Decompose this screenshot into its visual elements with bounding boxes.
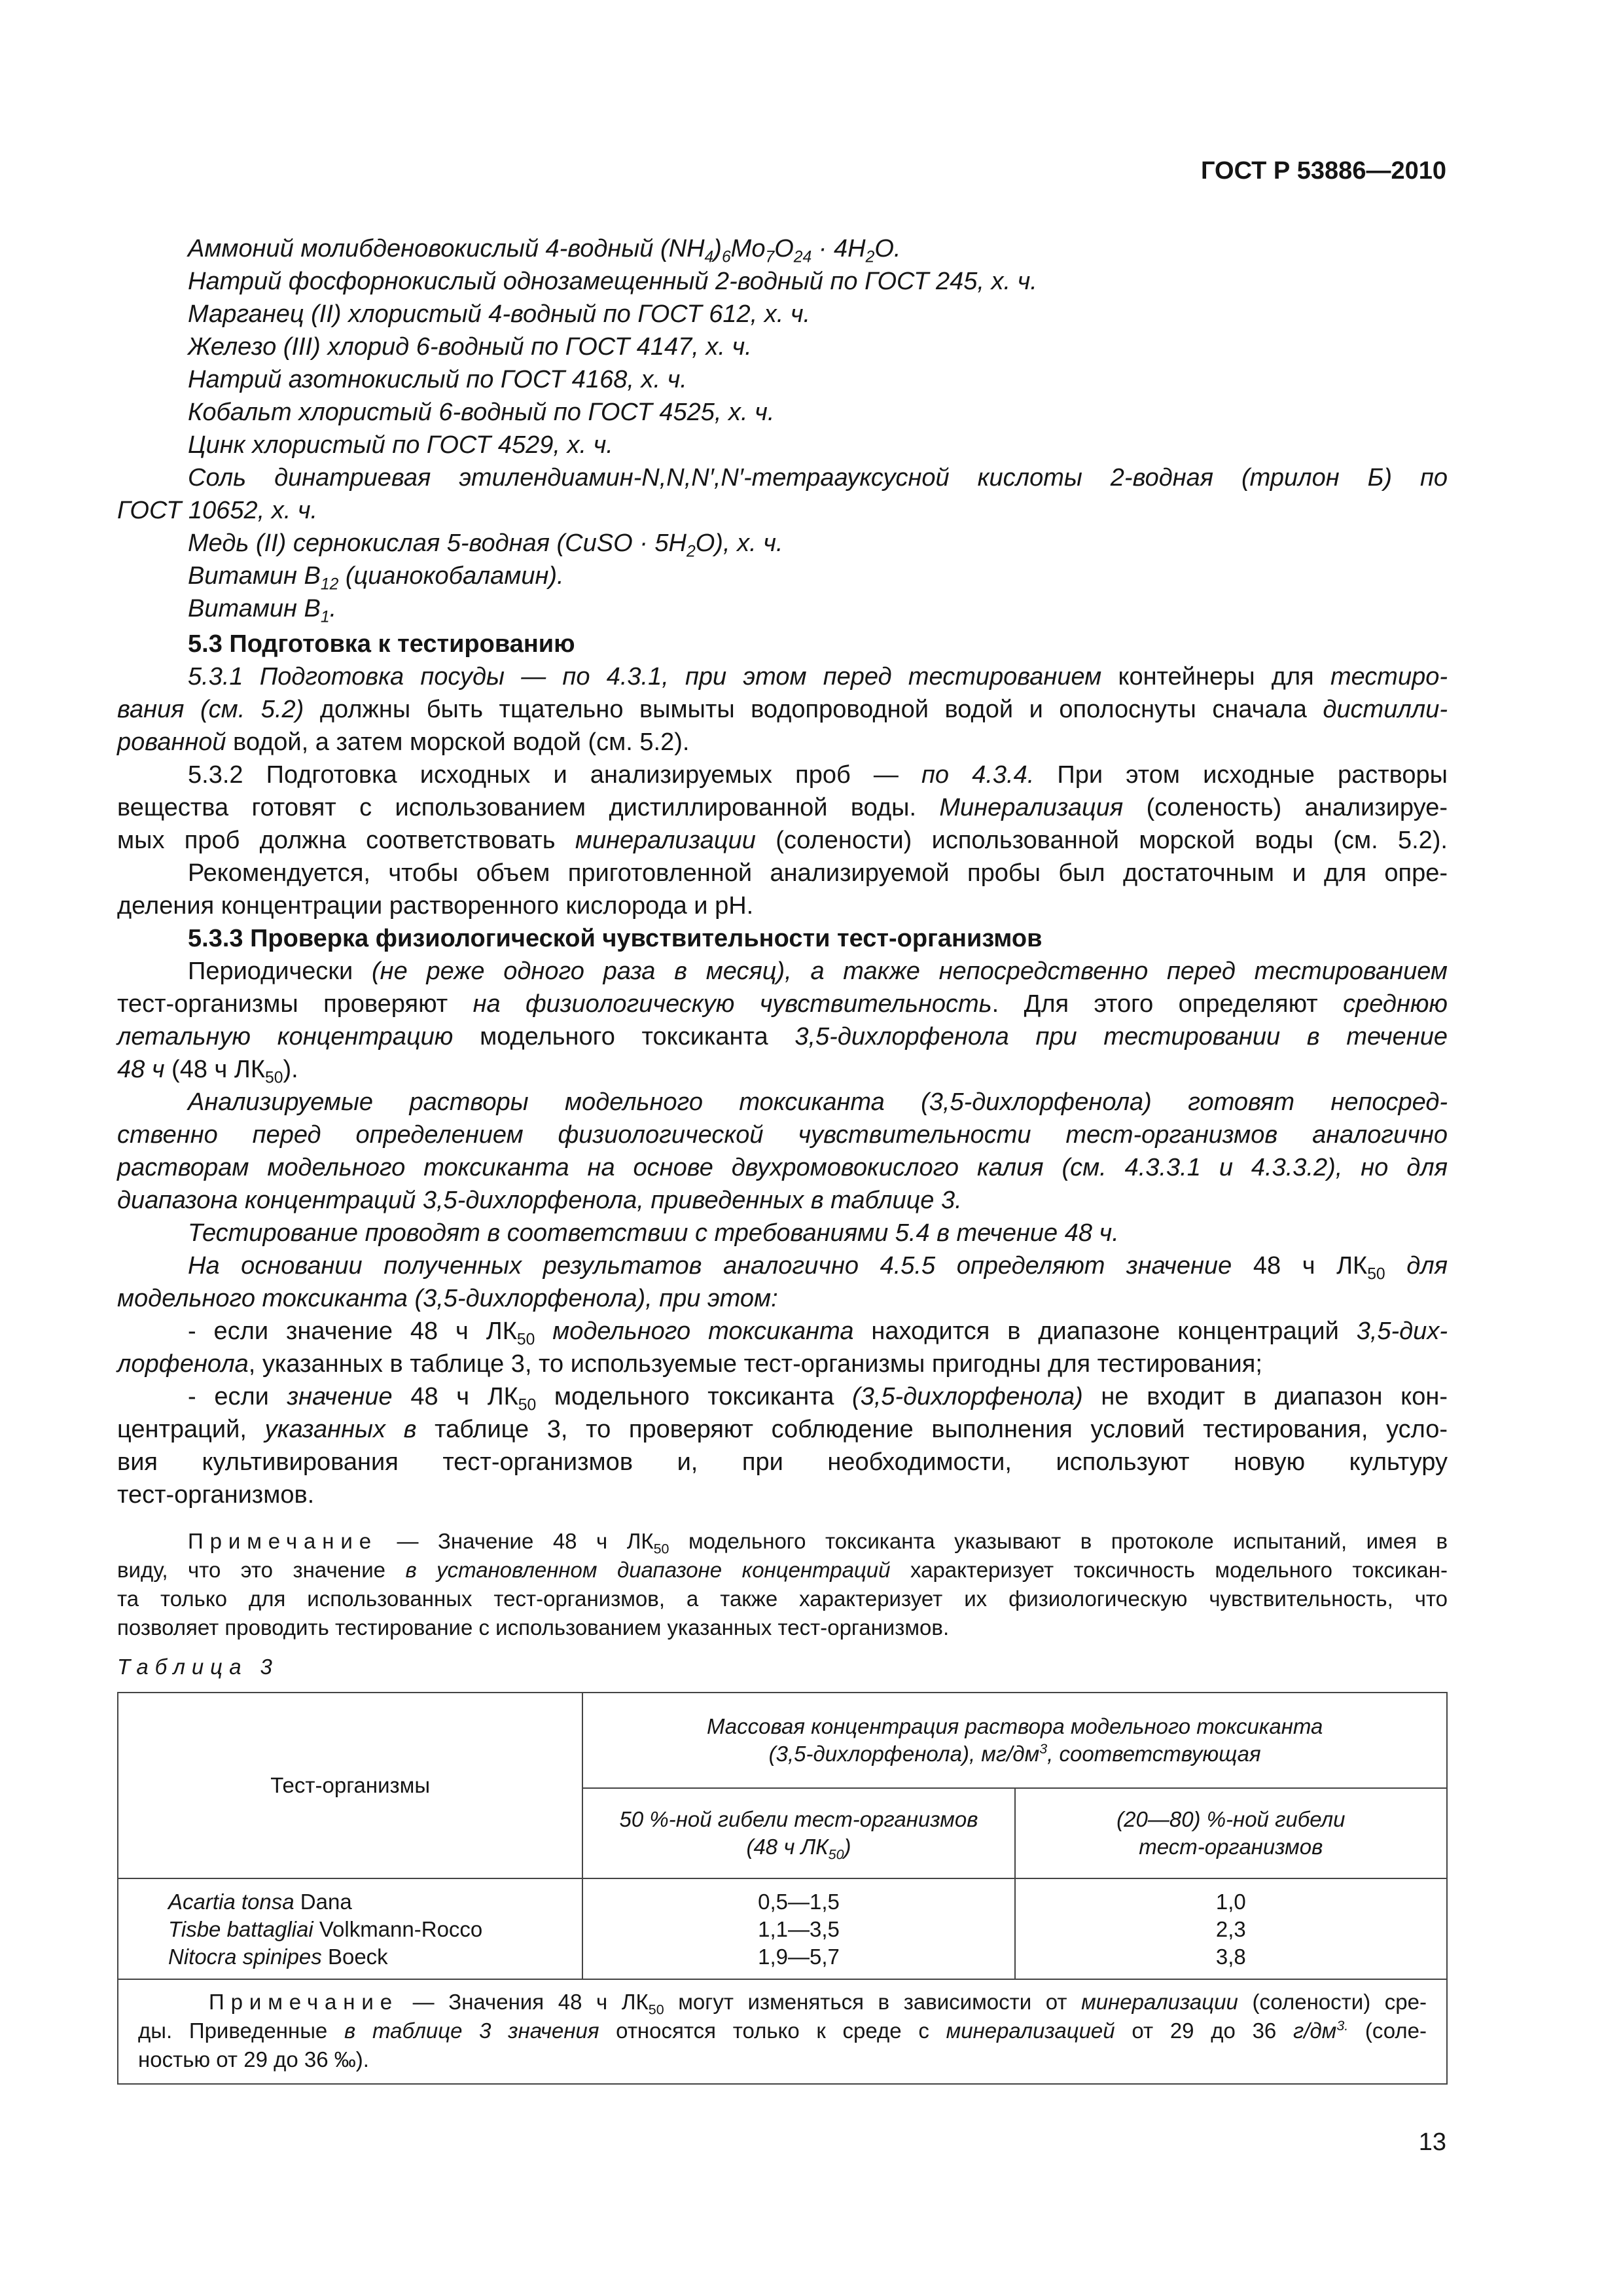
lc50-value: 0,5—1,5 [758,1890,840,1914]
note-line: виду, что это значение в установленном диапазоне концентраций характеризует токсичность модельного токсикан- [117,1558,1448,1582]
paragraph-line: Рекомендуется, чтобы объем приготовленной анализируемой пробы был достаточным и для опре- [188,859,1448,887]
paragraph-line: Периодически (не реже одного раза в месяц), а также непосредственно перед тестированием [188,958,1448,985]
paragraph-line: деления концентрации растворенного кислорода и pH. [117,892,754,920]
note-line: Примечание — Значение 48 ч $ЛК_{50}$ модельного токсиканта указывают в протоколе испытаний, имея в [188,1529,1448,1557]
range-values-cell [1015,1878,1447,1979]
bullet-line: лорфенола, указанных в таблице 3, то используемые тест-организмы пригодны для тестирования; [117,1350,1262,1378]
section-5-3-3-heading: 5.3.3 Проверка физиологической чувствительности тест-организмов [188,925,1043,952]
organism-name: Nitocra spinipes Boeck [168,1945,388,1969]
lc50-value: 1,9—5,7 [758,1945,840,1969]
paragraph-line: 5.3.1 Подготовка посуды — по 4.3.1, при этом перед тестированием контейнеры для тестиро- [188,663,1448,691]
paragraph-line: вещества готовят с использованием дистиллированной воды. Минерализация (соленость) анализируе- [117,794,1448,821]
reagent-copper-sulfate: Медь (II) сернокислая 5-водная (CuSO · $5H_2O$), х. ч. [188,529,783,561]
header-mass-concentration: Массовая концентрация раствора модельного токсиканта (3,5-дихлорфенола), $мг/дм^3$, соответствующая [582,1693,1447,1788]
header-lc50: 50 %-ной гибели тест-организмов (48 ч $ЛК_{50}$) [582,1788,1014,1878]
paragraph-line: летальную концентрацию модельного токсиканта 3,5-дихлорфенола при тестировании в течение [117,1023,1448,1050]
lc50-values-cell [582,1878,1014,1979]
bullet-line: тест-организмов. [117,1481,315,1509]
reagent-edta-line-1: Соль динатриевая этилендиамин-N,N,N′,N′-тетраауксусной кислоты 2-водная (трилон Б) по [188,464,1448,492]
document-header: ГОСТ Р 53886—2010 [1201,157,1446,185]
reagent-zinc-chloride: Цинк хлористый по ГОСТ 4529, х. ч. [188,431,613,459]
organism-name: Acartia tonsa Dana [168,1890,352,1914]
reagent-iron-chloride: Железо (III) хлорид 6-водный по ГОСТ 4147, х. ч. [188,333,752,361]
section-5-3-1 [117,660,1448,759]
paragraph-line: модельного токсиканта (3,5-дихлорфенола), при этом: [117,1285,778,1312]
table-row [118,1878,1447,1979]
range-value: 2,3 [1215,1917,1246,1941]
reagent-sodium-phosphate: Натрий фосфорнокислый однозамещенный 2-водный по ГОСТ 245, х. ч. [188,268,1037,295]
note-line: позволяет проводить тестирование с использованием указанных тест-организмов. [117,1615,950,1640]
range-value: 3,8 [1215,1945,1246,1969]
note-block [117,1527,1448,1642]
table-caption: Таблица 3 [117,1655,279,1679]
paragraph-line: 48 ч (48 ч $ЛК_{50}$). [117,1056,298,1087]
table-note: Примечание — Значения 48 ч $ЛК_{50}$ могут изменяться в зависимости от минерализации (солености) сре- ды. Приведенные в таблице 3 значения относятся только к среде с минерализацией от 29 до 36 $г/дм^{3.}$ (соле- ностью от 29 до 36 ‰). [118,1979,1447,2084]
header-20-80-mortality: (20—80) %-ной гибели тест-организмов [1015,1788,1447,1878]
table-3 [117,1692,1448,2085]
organism-name: Tisbe battagliai Volkmann-Rocco [168,1917,483,1941]
reagent-sodium-nitrate: Натрий азотнокислый по ГОСТ 4168, х. ч. [188,366,687,393]
reagent-vitamin-b12: Витамин $B_{12}$ (цианокобаламин). [188,562,564,594]
paragraph-line: ственно перед определением физиологической чувствительности тест-организмов аналогично [117,1121,1448,1149]
lc50-value: 1,1—3,5 [758,1917,840,1941]
organism-cell [118,1878,582,1979]
bullet-line: центраций, указанных в таблице 3, то проверяют соблюдение выполнения условий тестирования, усло- [117,1416,1448,1443]
range-value: 1,0 [1215,1890,1246,1914]
paragraph-line: На основании полученных результатов аналогично 4.5.5 определяют значение 48 ч $ЛК_{50}$ для [188,1252,1448,1283]
section-5-3-heading: 5.3 Подготовка к тестированию [188,630,575,658]
reagent-ammonium-molybdate: Аммоний молибденовокислый 4-водный $(NH_4)_6Mo_7O_{24} \cdot 4H_2O$. [188,235,901,266]
paragraph-line: Анализируемые растворы модельного токсиканта (3,5-дихлорфенола) готовят непосред- [188,1088,1448,1116]
paragraph-line: мых проб должна соответствовать минерализации (солености) использованной морской воды (см. 5.2). [117,827,1448,854]
bullet-line: - если значение 48 ч $ЛК_{50}$ модельного токсиканта (3,5-дихлорфенола) не входит в диапазон кон- [188,1383,1448,1414]
reagent-cobalt-chloride: Кобальт хлористый 6-водный по ГОСТ 4525, х. ч. [188,399,775,426]
paragraph-line: диапазона концентраций 3,5-дихлорфенола, приведенных в таблице 3. [117,1187,962,1214]
bullet-line: - если значение 48 ч $ЛК_{50}$ модельного токсиканта находится в диапазоне концентраций 3,5-дих- [188,1318,1448,1349]
paragraph-line: растворам модельного токсиканта на основе двухромовокислого калия (см. 4.3.3.1 и 4.3.3.2), но для [117,1154,1448,1181]
reagent-edta-line-2: ГОСТ 10652, х. ч. [117,497,318,524]
note-line: та только для использованных тест-организмов, а также характеризует их физиологическую чувствительность, что [117,1587,1448,1611]
header-test-organisms: Тест-организмы [118,1693,582,1878]
section-5-3-2 [117,759,1448,922]
paragraph-line: тест-организмы проверяют на физиологическую чувствительность. Для этого определяют среднюю [117,990,1448,1018]
reagent-manganese-chloride: Марганец (II) хлористый 4-водный по ГОСТ 612, х. ч. [188,300,811,328]
page-number: 13 [1418,2128,1446,2156]
bullet-line: вия культивирования тест-организмов и, при необходимости, используют новую культуру [117,1448,1448,1476]
paragraph-line: рованной водой, а затем морской водой (см. 5.2). [117,728,690,756]
paragraph-line: вания (см. 5.2) должны быть тщательно вымыты водопроводной водой и ополоснуты сначала дистилли- [117,696,1448,723]
reagent-list [117,232,1448,625]
section-5-3-3 [117,955,1448,1511]
reagent-vitamin-b1: Витамин $B_1$. [188,595,337,626]
paragraph-line: Тестирование проводят в соответствии с требованиями 5.4 в течение 48 ч. [188,1219,1119,1247]
paragraph-line: 5.3.2 Подготовка исходных и анализируемых проб — по 4.3.4. При этом исходные растворы [188,761,1448,789]
document-body [117,232,1448,2085]
note-label: Примечание [188,1529,378,1553]
